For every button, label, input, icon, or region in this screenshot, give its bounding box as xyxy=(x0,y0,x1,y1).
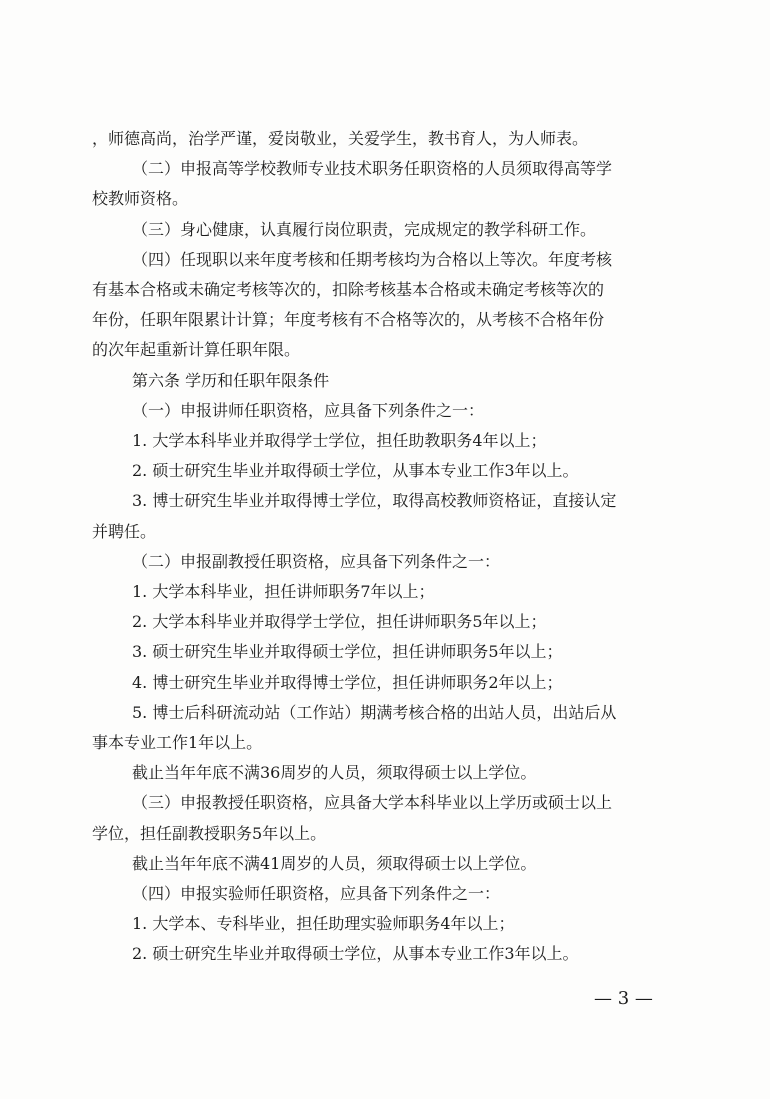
text-line: 第六条 学历和任职年限条件 xyxy=(132,370,330,390)
page-number: — 3 — xyxy=(594,988,653,1009)
text-line: 学位，担任副教授职务5年以上。 xyxy=(92,823,327,843)
text-line: 有基本合格或未确定考核等次的，扣除考核基本合格或未确定考核等次的 xyxy=(92,280,605,299)
text-line: （四）申报实验师任职资格，应具备下列条件之一： xyxy=(132,884,501,903)
text-line: 3. 硕士研究生毕业并取得硕士学位，担任讲师职务5年以上； xyxy=(132,642,563,662)
text-line: 1. 大学本、专科毕业，担任助理实验师职务4年以上； xyxy=(132,914,515,934)
text-line: ，师德高尚，治学严谨，爱岗敬业，关爱学生，教书育人，为人师表。 xyxy=(92,129,589,148)
text-line: （三）申报教授任职资格，应具备大学本科毕业以上学历或硕士以上 xyxy=(132,793,613,813)
text-line: （四）任现职以来年度考核和任期考核均为合格以上等次。年度考核 xyxy=(132,249,613,269)
text-line: （二）申报副教授任职资格，应具备下列条件之一： xyxy=(132,551,501,571)
text-line: 2. 硕士研究生毕业并取得硕士学位，从事本专业工作3年以上。 xyxy=(132,944,579,964)
text-line: 并聘任。 xyxy=(92,521,157,541)
text-line: 截止当年年底不满41周岁的人员，须取得硕士以上学位。 xyxy=(132,853,537,873)
text-line: （一）申报讲师任职资格，应具备下列条件之一： xyxy=(132,400,485,420)
text-line: 1. 大学本科毕业，担任讲师职务7年以上； xyxy=(132,582,435,601)
text-line: 4. 博士研究生毕业并取得博士学位，担任讲师职务2年以上； xyxy=(132,672,563,692)
text-line: 2. 大学本科毕业并取得学士学位，担任讲师职务5年以上； xyxy=(132,612,547,632)
text-line: 3. 博士研究生毕业并取得博士学位，取得高校教师资格证，直接认定 xyxy=(132,491,617,511)
text-line: 事本专业工作1年以上。 xyxy=(92,733,263,752)
text-line: 5. 博士后科研流动站（工作站）期满考核合格的出站人员，出站后从 xyxy=(132,702,617,722)
text-line: 截止当年年底不满36周岁的人员，须取得硕士以上学位。 xyxy=(132,763,537,783)
text-line: 2. 硕士研究生毕业并取得硕士学位，从事本专业工作3年以上。 xyxy=(132,461,579,481)
text-line: 的次年起重新计算任职年限。 xyxy=(92,340,301,360)
text-line: 年份，任职年限累计计算；年度考核有不合格等次的，从考核不合格年份 xyxy=(92,310,605,330)
text-line: （二）申报高等学校教师专业技术职务任职资格的人员须取得高等学 xyxy=(132,159,613,179)
text-line: （三）身心健康，认真履行岗位职责，完成规定的教学科研工作。 xyxy=(132,219,597,239)
text-line: 校教师资格。 xyxy=(92,189,189,209)
text-line: 1. 大学本科毕业并取得学士学位，担任助教职务4年以上； xyxy=(132,431,547,450)
